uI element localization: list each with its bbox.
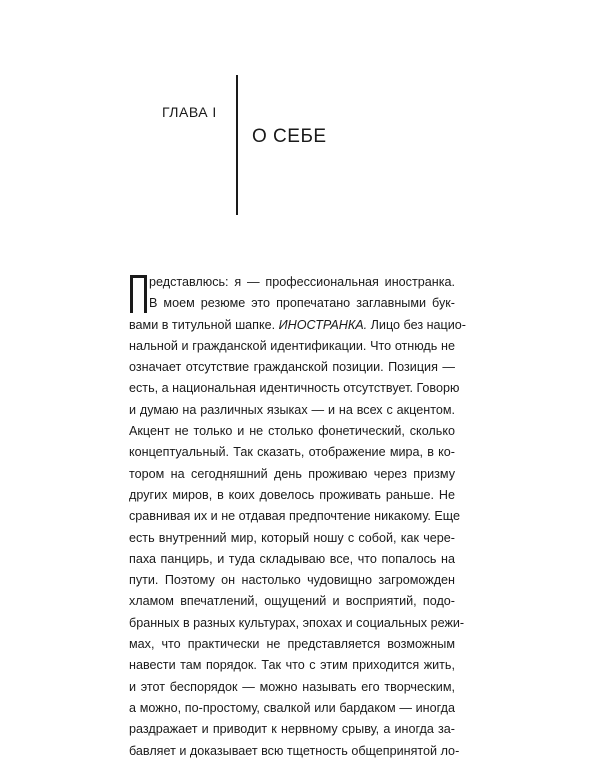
text-span: вами в титульной шапке.: [129, 317, 279, 332]
text-line: паха панцирь, и туда складываю все, что попалось на: [129, 551, 455, 566]
chapter-divider: [236, 75, 238, 215]
text-line: Акцент не только и не столько фонетический, сколько: [129, 424, 455, 439]
text-line: сравнивая их и не отдавая предпочтение никакому. Еще: [129, 509, 461, 524]
text-line: других миров, в коих довелось проживать раньше. Не: [129, 487, 455, 502]
text-line: означает отсутствие гражданской позиции. Позиция —: [129, 360, 455, 375]
chapter-label: ГЛАВА I: [162, 104, 217, 120]
text-line: концептуальный. Так сказать, отображение мира, в ко-: [129, 445, 455, 460]
text-line: а можно, по-простому, свалкой или бардаком — иногда: [129, 700, 455, 715]
text-line: есть внутренний мир, который ношу с собой, как чере-: [129, 530, 455, 545]
body-text: [129, 272, 467, 762]
text-line: бавляет и доказывает всю тщетность общепринятой ло-: [129, 743, 460, 758]
chapter-title: О СЕБЕ: [252, 126, 327, 147]
emphasis: ИНОСТРАНКА.: [278, 317, 368, 332]
text-line: есть, а национальная идентичность отсутствует. Говорю: [129, 381, 460, 396]
text-line: навести там порядок. Так что с этим приходится жить,: [129, 658, 455, 673]
text-line: редставлюсь: я — профессиональная иностранка.: [149, 275, 455, 289]
text-line: тором на сегодняшний день проживаю через призму: [129, 466, 455, 481]
text-line: нальной и гражданской идентификации. Что отнюдь не: [129, 338, 455, 353]
text-line: мах, что практически не представляется возможным: [129, 637, 455, 652]
text-line: и думаю на различных языках — и на всех с акцентом.: [129, 402, 455, 417]
text-span: Лицо без нацио-: [367, 317, 467, 332]
text-line: и этот беспорядок — можно называть его творческим,: [129, 679, 455, 694]
text-line: бранных в разных культурах, эпохах и социальных режи-: [129, 615, 465, 630]
text-line: раздражает и приводит к нервному срыву, а иногда за-: [129, 722, 455, 737]
text-line: пути. Поэтому он настолько чудовищно загроможден: [129, 573, 455, 588]
text-line: В моем резюме это пропечатано заглавными бук-: [149, 296, 455, 311]
text-line: хламом впечатлений, ощущений и восприятий, подо-: [129, 594, 455, 609]
text-line: [129, 315, 467, 336]
